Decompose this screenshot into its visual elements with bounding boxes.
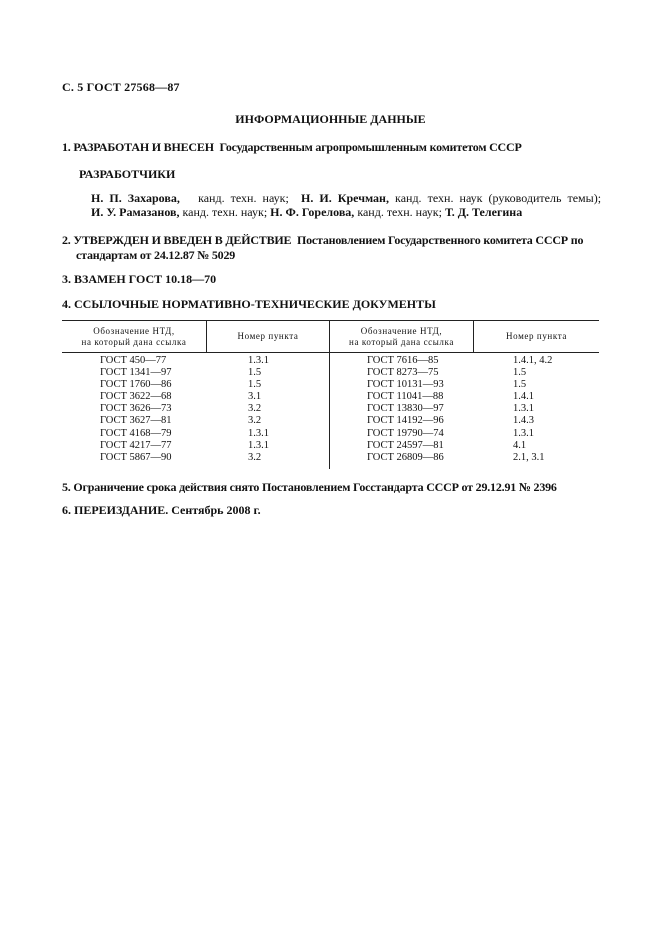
section-1-text: Государственным агропромышленным комитетом СССР <box>219 140 522 154</box>
section-1-heading: 1. РАЗРАБОТАН И ВНЕСЕН <box>62 140 214 154</box>
table-cell: 1.4.1 <box>513 391 534 403</box>
table-cell: ГОСТ 3622—68 <box>100 391 172 403</box>
table-cell: ГОСТ 450—77 <box>100 355 167 366</box>
table-cell: ГОСТ 11041—88 <box>367 391 444 403</box>
table-cell: 1.5 <box>248 379 262 391</box>
table-cell: 3.2 <box>248 415 262 427</box>
developer-name: Н. И. Кречман, <box>300 191 389 205</box>
table-cell: 1.3.1 <box>248 355 269 366</box>
right-item-column <box>513 355 552 464</box>
developer-degree: канд. техн. наук; <box>357 205 442 219</box>
developer-name: Н. Ф. Горелова, <box>270 205 355 219</box>
right-doc-column <box>367 355 444 464</box>
table-cell: 1.5 <box>248 367 262 379</box>
table-cell: 1.5 <box>513 379 527 391</box>
section-3: 3. ВЗАМЕН ГОСТ 10.18—70 <box>62 272 217 286</box>
developer-name: Н. П. Захарова, <box>91 191 180 205</box>
table-cell: 1.3.1 <box>513 427 534 439</box>
table-cell: ГОСТ 1341—97 <box>100 367 172 379</box>
developers-line-1 <box>91 191 601 205</box>
header-item-left: Номер пункта <box>237 331 299 341</box>
table-cell: ГОСТ 4168—79 <box>100 427 172 439</box>
page-header: С. 5 ГОСТ 27568—87 <box>62 80 180 94</box>
header-item-right: Номер пункта <box>506 331 567 341</box>
table-cell: 1.3.1 <box>248 427 269 439</box>
table-cell: 4.1 <box>513 439 527 451</box>
table-cell: ГОСТ 8273—75 <box>367 367 439 379</box>
section-4-heading: 4. ССЫЛОЧНЫЕ НОРМАТИВНО-ТЕХНИЧЕСКИЕ ДОКУМЕНТЫ <box>62 297 436 311</box>
developer-degree: канд. техн. наук; <box>198 191 289 205</box>
table-cell: ГОСТ 19790—74 <box>367 427 444 439</box>
table-cell: ГОСТ 5867—90 <box>100 451 172 463</box>
table-cell: ГОСТ 26809—86 <box>367 451 444 463</box>
developers-list <box>91 191 601 219</box>
table-cell: 1.3.1 <box>513 403 534 415</box>
reference-documents-table <box>62 320 599 471</box>
section-1 <box>62 140 602 155</box>
table-cell: ГОСТ 1760—86 <box>100 379 172 391</box>
document-title: ИНФОРМАЦИОННЫЕ ДАННЫЕ <box>235 112 426 126</box>
table-cell: ГОСТ 3627—81 <box>100 415 172 427</box>
section-2-text-line-2: стандартам от 24.12.87 № 5029 <box>76 248 236 262</box>
section-2-text-line-1: Постановлением Государственного комитета СССР по <box>296 233 584 247</box>
table-cell: 1.3.1 <box>248 439 269 451</box>
table-cell: ГОСТ 13830—97 <box>367 403 444 415</box>
table-cell: ГОСТ 14192—96 <box>367 415 444 427</box>
developer-degree: канд. техн. наук; <box>182 205 268 219</box>
table-cell: ГОСТ 24597—81 <box>367 439 444 451</box>
section-6: 6. ПЕРЕИЗДАНИЕ. Сентябрь 2008 г. <box>62 503 261 517</box>
table-cell: ГОСТ 10131—93 <box>367 379 444 391</box>
table-cell: 1.5 <box>513 367 527 379</box>
left-item-column <box>248 355 269 464</box>
table-cell: 3.2 <box>248 403 262 415</box>
developer-name: И. У. Рамазанов, <box>91 205 180 219</box>
table-cell: 3.1 <box>248 391 262 403</box>
developers-heading: РАЗРАБОТЧИКИ <box>79 167 176 181</box>
table-cell: ГОСТ 7616—85 <box>367 355 439 366</box>
section-2-heading: 2. УТВЕРЖДЕН И ВВЕДЕН В ДЕЙСТВИЕ <box>62 233 292 247</box>
table-cell: 1.4.1, 4.2 <box>513 355 553 366</box>
section-5: 5. Ограничение срока действия снято Постановлением Госстандарта СССР от 29.12.91 № 2396 <box>62 480 557 494</box>
left-doc-column <box>100 355 172 464</box>
section-2 <box>62 233 602 263</box>
table-cell: 1.4.3 <box>513 415 534 427</box>
table-cell: 2.1, 3.1 <box>513 451 545 463</box>
table-cell: ГОСТ 4217—77 <box>100 439 172 451</box>
developer-name: Т. Д. Телегина <box>444 205 523 219</box>
table-cell: ГОСТ 3626—73 <box>100 403 172 415</box>
developer-degree: канд. техн. наук (руководитель темы); <box>395 191 602 205</box>
developers-line-2 <box>91 205 601 219</box>
table-cell: 3.2 <box>248 451 262 463</box>
header-doc-right: Обозначение НТД, на который дана ссылка <box>349 325 454 347</box>
header-doc-left: Обозначение НТД, на который дана ссылка <box>81 325 187 347</box>
